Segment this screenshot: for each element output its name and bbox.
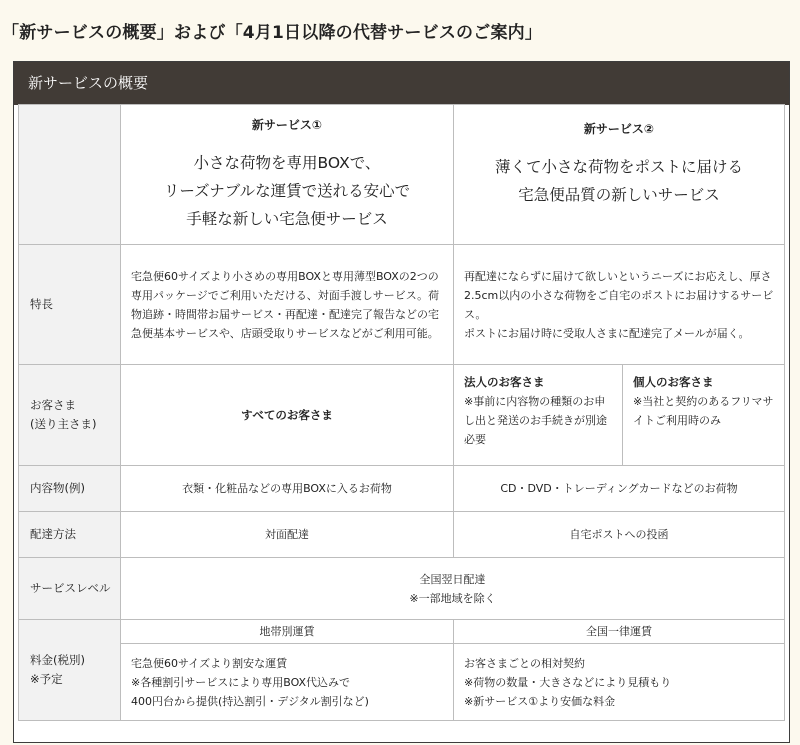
contents-label: 内容物(例) [19, 466, 121, 512]
service-level-row [19, 558, 785, 620]
blank-corner-cell [19, 105, 121, 245]
features-row [19, 245, 785, 365]
service1-price-line3: 400円台から提供(持込割引・デジタル割引など) [131, 694, 369, 708]
contents-row [19, 466, 785, 512]
service-level-line1: 全国翌日配達 [419, 572, 486, 586]
service2-features-line1: 再配達にならずに届けて欲しいというニーズにお応えし、厚さ2.5cm以内の小さな荷物をご自宅のポストにお届けするサービス。 [464, 269, 774, 321]
individual-customers-note: ※当社と契約のあるフリマサイトご利用時のみ [633, 395, 774, 427]
delivery-row [19, 512, 785, 558]
service1-contents: 衣類・化粧品などの専用BOXに入るお荷物 [121, 466, 454, 512]
service2-price-header: 全国一律運賃 [454, 620, 785, 644]
price-label-line1: 料金(税別) [30, 653, 85, 667]
service2-contents: CD・DVD・トレーディングカードなどのお荷物 [454, 466, 785, 512]
features-label: 特長 [19, 245, 121, 365]
price-label [19, 620, 121, 721]
service1-price-line2: ※各種割引サービスにより専用BOX代込みで [131, 675, 351, 689]
service2-price-line3: ※新サービス①より安価な料金 [464, 694, 616, 708]
service1-price-header: 地帯別運賃 [121, 620, 454, 644]
service-header-row [19, 105, 785, 245]
individual-customers-cell [623, 365, 785, 466]
service1-price-line1: 宅急便60サイズより割安な運賃 [131, 656, 288, 670]
service1-features: 宅急便60サイズより小さめの専用BOXと専用薄型BOXの2つの専用パッケージでご利用いただける、対面手渡しサービス。荷物追跡・時間帯お届サービス・再配達・配達完了報告などの宅急便基本サービスや、店頭受取りサービスなどがご利用可能。 [121, 245, 454, 365]
service-overview-panel [13, 61, 790, 743]
service1-tagline-1: 小さな荷物を専用BOXで、 [193, 154, 381, 172]
page-heading: 「新サービスの概要」および「4月1日以降の代替サービスのご案内」 [2, 23, 543, 43]
customers-label [19, 365, 121, 466]
service2-features [454, 245, 785, 365]
service2-price-line2: ※荷物の数量・大きさなどにより見積もり [464, 675, 672, 689]
service-level-value [121, 558, 785, 620]
corporate-customers-cell [454, 365, 623, 466]
service1-delivery: 対面配達 [121, 512, 454, 558]
service2-tagline-1: 薄くて小さな荷物をポストに届ける [495, 158, 744, 176]
service2-price-line1: お客さまごとの相対契約 [464, 656, 585, 670]
customers-label-line1: お客さま [30, 398, 76, 412]
panel-header: 新サービスの概要 [14, 62, 789, 105]
corporate-customers-title: 法人のお客さま [464, 375, 545, 389]
individual-customers-title: 個人のお客さま [633, 375, 714, 389]
service1-name: 新サービス① [251, 118, 323, 132]
price-header-row [19, 620, 785, 644]
price-detail-row [19, 644, 785, 721]
service1-tagline-3: 手軽な新しい宅急便サービス [186, 210, 388, 228]
service1-customers: すべてのお客さま [121, 365, 454, 466]
service2-features-line2: ポストにお届け時に受取人さまに配達完了メールが届く。 [464, 326, 750, 340]
service1-tagline-2: リーズナブルな運賃で送れる安心で [163, 182, 411, 200]
service2-delivery: 自宅ポストへの投函 [454, 512, 785, 558]
customers-label-line2: (送り主さま) [30, 417, 97, 431]
service1-price-detail [121, 644, 454, 721]
price-label-line2: ※予定 [30, 672, 63, 686]
delivery-label: 配達方法 [19, 512, 121, 558]
service-level-label: サービスレベル [19, 558, 121, 620]
service2-name: 新サービス② [583, 122, 655, 136]
customers-row [19, 365, 785, 466]
service1-header-cell [121, 105, 454, 245]
service-level-line2: ※一部地域を除く [409, 591, 496, 605]
service2-price-detail [454, 644, 785, 721]
service2-header-cell [454, 105, 785, 245]
service2-tagline-2: 宅急便品質の新しいサービス [518, 186, 720, 204]
service-comparison-table [18, 104, 785, 721]
corporate-customers-note: ※事前に内容物の種類のお申し出と発送のお手続きが別途必要 [464, 395, 607, 446]
